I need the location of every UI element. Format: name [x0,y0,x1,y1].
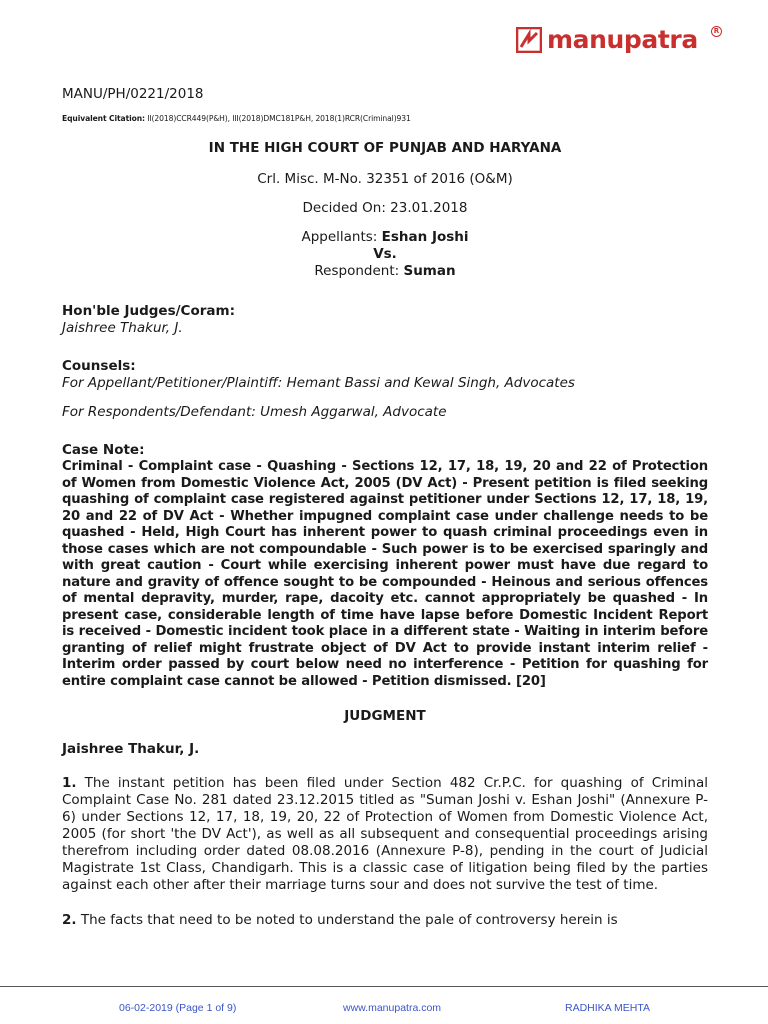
parties [62,229,708,280]
judgment-heading: JUDGMENT [344,708,426,724]
decided-on: Decided On: 23.01.2018 [302,200,468,216]
case-number: Crl. Misc. M-No. 32351 of 2016 (O&M) [257,171,513,187]
court-name: IN THE HIGH COURT OF PUNJAB AND HARYANA [208,140,562,156]
respondent-line [62,263,708,280]
paragraph-2-number: 2. [62,912,77,928]
judges-section [62,303,708,337]
respondent-name: Suman [403,263,456,279]
counsels-section [62,358,708,421]
footer-divider [0,986,768,987]
versus: Vs. [373,246,397,262]
footer-user: RADHIKA MEHTA [565,1002,650,1014]
footer-date-page: 06-02-2019 (Page 1 of 9) [119,1002,237,1014]
appellants-line [62,229,708,246]
respondent-label: Respondent: [314,263,404,279]
paragraph-1-number: 1. [62,775,77,791]
case-note-section [62,442,708,690]
appellants-name: Eshan Joshi [381,229,469,245]
judges-heading: Hon'ble Judges/Coram: [62,303,235,319]
manu-id: MANU/PH/0221/2018 [62,86,204,102]
case-note-heading: Case Note: [62,442,145,458]
respondent-counsel: For Respondents/Defendant: Umesh Aggarwal, Advocate [62,404,447,420]
appellants-label: Appellants: [301,229,382,245]
manupatra-logo-mark-icon [516,27,542,53]
counsels-heading: Counsels: [62,358,136,374]
paragraph-2 [62,912,708,929]
paragraph-2-text: The facts that need to be noted to understand the pale of controversy herein is [76,912,618,928]
citation-label: Equivalent Citation: [62,114,145,123]
paragraph-1-text: The instant petition has been filed under Section 482 Cr.P.C. for quashing of Criminal Complaint Case No. 281 dated 23.12.2015 titled as "Suman Joshi v. Eshan Joshi" (Annexure P-6) under Sections 12, 17, 18, 19, 20, 22 of Protection of Women from Domestic Violence Act, 2005 (for short 'the DV Act'), as well as all subsequent and consequential proceedings arising therefrom including order dated 08.08.2016 (Annexure P-8), pending in the court of Judicial Magistrate 1st Class, Chandigarh. This is a classic case of litigation being filed by the parties against each other after their marriage turns sour and does not survive the test of time. [62,775,708,893]
case-note-text: Criminal - Complaint case - Quashing - Sections 12, 17, 18, 19, 20 and 22 of Protection of Women from Domestic Violence Act, 2005 (DV Act) - Present petition is filed seeking quashing of complaint case registered against petitioner under Sections 12, 17, 18, 19, 20 and 22 of DV Act - Whether impugned complaint case under challenge needs to be quashed - Held, High Court has inherent power to quash criminal proceedings even in those cases which are not compoundable - Such power is to be exercised sparingly and with great caution - Court while exercising inherent power must have due regard to nature and gravity of offence sought to be compounded - Heinous and serious offences of mental depravity, murder, rape, dacoity etc. cannot appropriately be quashed - In present case, considerable length of time have lapse before Domestic Incident Report is received - Domestic incident took place in a different state - Waiting in interim before granting of relief might frustrate object of DV Act to provide instant interim relief - Interim order passed by court below need no interference - Petition for quashing for entire complaint case cannot be allowed - Petition dismissed. [20] [62,459,708,689]
citation-value: II(2018)CCR449(P&H), III(2018)DMC181P&H, 2018(1)RCR(Criminal)931 [144,114,411,123]
equivalent-citation [62,114,708,123]
document-body [62,86,708,929]
paragraph-1 [62,775,708,894]
judgment-judge: Jaishree Thakur, J. [62,741,200,757]
footer-site-link[interactable]: www.manupatra.com [343,1002,442,1014]
appellant-counsel: For Appellant/Petitioner/Plaintiff: Hemant Bassi and Kewal Singh, Advocates [62,375,575,391]
manupatra-logo-text: manupatra [547,25,698,54]
manupatra-logo [516,24,756,56]
judges-name: Jaishree Thakur, J. [62,320,183,336]
registered-mark-icon: R [711,26,722,37]
